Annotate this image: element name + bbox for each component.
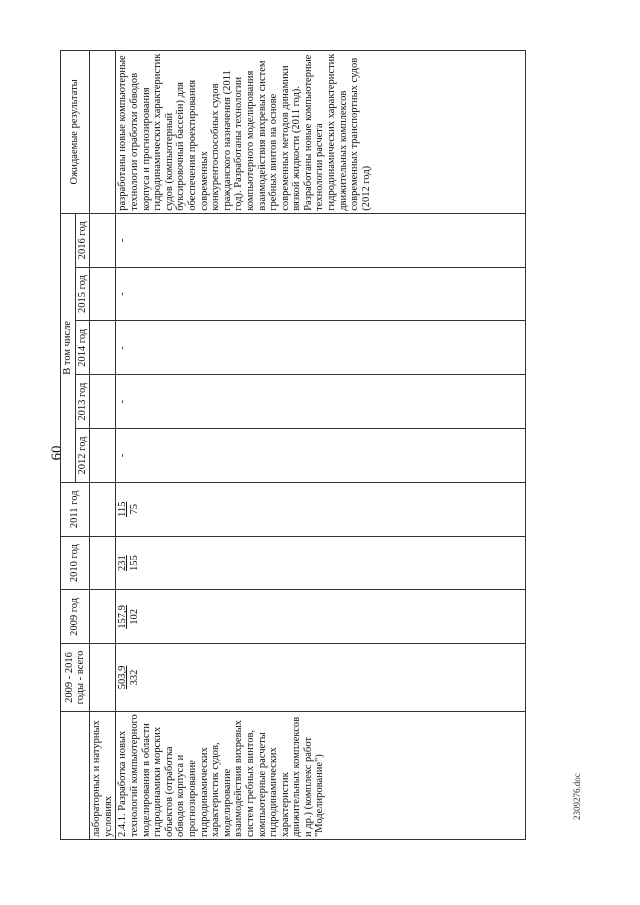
header-2009: 2009 год	[61, 590, 90, 644]
y2011-top: 115	[117, 501, 129, 517]
y2010-top: 231	[117, 555, 129, 571]
y2009-bottom: 102	[128, 609, 140, 625]
header-group: В том числе	[61, 213, 76, 482]
row-2010	[116, 536, 526, 590]
continuation-name: лабораторных и натурных условиях	[90, 711, 116, 839]
page-number: 60	[49, 445, 65, 461]
header-2012: 2012 год	[75, 429, 90, 483]
row-results: разработаны новые компьютерные технологии отработки обводов корпуса и прогнозирования гидродинамических характеристик судов (компьютерный буксировочный бассейн) для обеспечения проектирования современных конкурентоспособных судов гражданского назначения (2011 год). Разработаны технологии компьютерного моделирования взаимодействия вихревых систем гребных винтов на основе современных методов динамики вязкой жидкости (2011 год). Разработаны новые компьютерные технологии расчета гидродинамических характеристик движительных комплексов современных транспортных судов (2012 год)	[116, 51, 526, 214]
header-name-cell	[61, 711, 90, 839]
y2009-top: 157,9	[117, 605, 129, 629]
footer-filename: 2309276.doc	[572, 773, 582, 820]
total-top: 503,9	[117, 665, 129, 690]
header-2014: 2014 год	[75, 321, 90, 375]
table-row-continuation	[90, 51, 116, 840]
y2010-bottom: 155	[128, 555, 140, 571]
header-2015: 2015 год	[75, 267, 90, 321]
row-2015: -	[116, 267, 526, 321]
header-results: Ожидаемые результаты	[61, 51, 90, 214]
header-2016: 2016 год	[75, 213, 90, 267]
header-row-1	[61, 51, 76, 840]
row-2009	[116, 590, 526, 644]
rotated-table-container	[60, 50, 600, 840]
header-2013: 2013 год	[75, 375, 90, 429]
row-name: 2.4.1. Разработка новых технологий компьютерного моделирования в области гидродинамики морских объектов (отработка обводов корпуса и прогнозирование гидродинамических характеристик судов, моделирование взаимодействия вихревых систем гребных винтов, компьютерные расчеты гидродинамических характеристик движительных комплексов и др.) (комплекс работ "Моделирование")	[116, 711, 526, 839]
y2011-bottom: 75	[128, 504, 140, 515]
header-2011: 2011 год	[61, 482, 90, 536]
total-bottom: 332	[128, 669, 140, 686]
row-total	[116, 644, 526, 711]
header-total: 2009 - 2016 годы - всего	[61, 644, 90, 711]
program-table	[60, 50, 526, 840]
row-2014: -	[116, 321, 526, 375]
row-2016: -	[116, 213, 526, 267]
table-row-2-4-1	[116, 51, 526, 840]
row-2011	[116, 482, 526, 536]
header-2010: 2010 год	[61, 536, 90, 590]
row-2012: -	[116, 429, 526, 483]
row-2013: -	[116, 375, 526, 429]
